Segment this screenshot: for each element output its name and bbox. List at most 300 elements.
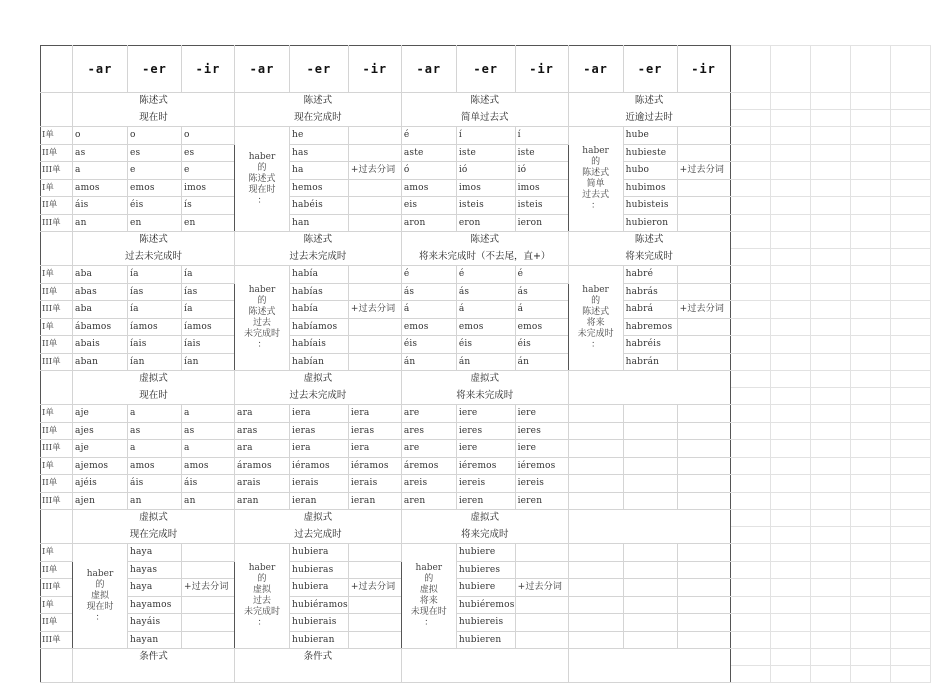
- empty-cell: [730, 527, 770, 544]
- auxiliary-form: hemos: [290, 179, 349, 197]
- auxiliary-form: hubieras: [290, 561, 349, 579]
- empty-cell: [810, 596, 850, 614]
- empty-cell: [770, 93, 810, 110]
- empty-cell: [810, 544, 850, 562]
- empty-cell: [730, 422, 770, 440]
- empty-cell: [890, 93, 930, 110]
- participle-note: [182, 631, 235, 649]
- section-header-row: [41, 666, 931, 683]
- empty-cell: [850, 283, 890, 301]
- tense-label: 将来完成时: [568, 249, 730, 266]
- person-label: II单: [41, 144, 73, 162]
- ending-cell: ás: [515, 283, 568, 301]
- empty-cell: [850, 561, 890, 579]
- empty-cell: [623, 544, 677, 562]
- person-row: [41, 492, 931, 510]
- person-label: II单: [41, 197, 73, 215]
- participle-note: [348, 544, 401, 562]
- tense-label: [568, 388, 730, 405]
- empty-cell: [568, 475, 623, 493]
- ending-cell: aren: [401, 492, 456, 510]
- tense-label: 过去未完成时: [235, 388, 402, 405]
- ending-cell: íamos: [128, 318, 182, 336]
- person-row: [41, 596, 931, 614]
- participle-note: [182, 544, 235, 562]
- tense-label: 过去未完成时: [235, 249, 402, 266]
- ending-cell: arais: [235, 475, 290, 493]
- ending-cell: í: [456, 127, 515, 145]
- auxiliary-form: habían: [290, 353, 349, 371]
- section-header-row: [41, 110, 931, 127]
- person-row: [41, 475, 931, 493]
- empty-cell: [850, 388, 890, 405]
- tense-label: [73, 666, 235, 683]
- ending-cell: ierais: [348, 475, 401, 493]
- empty-cell: [730, 232, 770, 249]
- auxiliary-form: habrá: [623, 301, 677, 319]
- empty-cell: [730, 301, 770, 319]
- empty-cell: [850, 510, 890, 527]
- ending-cell: isteis: [456, 197, 515, 215]
- tense-label: 将来完成时: [401, 527, 568, 544]
- empty-cell: [850, 596, 890, 614]
- ending-cell: are: [401, 440, 456, 458]
- auxiliary-form: haya: [128, 544, 182, 562]
- empty-cell: [810, 405, 850, 423]
- empty-cell: [730, 336, 770, 354]
- ending-header: -ir: [677, 46, 730, 93]
- person-row: [41, 631, 931, 649]
- auxiliary-form: ha: [290, 162, 349, 180]
- ending-cell: amos: [73, 179, 128, 197]
- ending-cell: éis: [401, 336, 456, 354]
- empty-cell: [810, 197, 850, 215]
- ending-cell: é: [401, 127, 456, 145]
- ending-cell: an: [73, 214, 128, 232]
- ending-cell: iéremos: [515, 457, 568, 475]
- empty-cell: [770, 544, 810, 562]
- empty-cell: [770, 649, 810, 666]
- person-label: I单: [41, 405, 73, 423]
- person-label: III单: [41, 162, 73, 180]
- auxiliary-form: hubimos: [623, 179, 677, 197]
- ending-cell: iste: [456, 144, 515, 162]
- row-label-blank: [41, 510, 73, 527]
- empty-cell: [810, 214, 850, 232]
- empty-cell: [568, 544, 623, 562]
- empty-cell: [623, 596, 677, 614]
- auxiliary-form: hubiéramos: [290, 596, 349, 614]
- person-row: [41, 544, 931, 562]
- auxiliary-form: había: [290, 301, 349, 319]
- empty-cell: [770, 371, 810, 388]
- auxiliary-form: has: [290, 144, 349, 162]
- empty-cell: [850, 422, 890, 440]
- person-label: I单: [41, 179, 73, 197]
- empty-cell: [850, 127, 890, 145]
- empty-cell: [810, 353, 850, 371]
- ending-cell: es: [128, 144, 182, 162]
- empty-cell: [568, 422, 623, 440]
- ending-cell: emos: [515, 318, 568, 336]
- empty-cell: [850, 318, 890, 336]
- mood-label: 陈述式: [73, 93, 235, 110]
- tense-label: [568, 666, 730, 683]
- person-label: I单: [41, 544, 73, 562]
- empty-cell: [770, 631, 810, 649]
- ending-cell: en: [182, 214, 235, 232]
- empty-cell: [890, 249, 930, 266]
- empty-cell: [890, 214, 930, 232]
- ending-cell: amos: [401, 179, 456, 197]
- empty-cell: [730, 249, 770, 266]
- participle-note: [677, 318, 730, 336]
- person-label: I单: [41, 318, 73, 336]
- auxiliary-form: hubiera: [290, 579, 349, 597]
- haber-note: haber 的 虚拟 将来 未现在时 ：: [401, 544, 456, 649]
- mood-label: 虚拟式: [235, 371, 402, 388]
- person-row: [41, 336, 931, 354]
- auxiliary-form: hayamos: [128, 596, 182, 614]
- tense-label: [235, 666, 402, 683]
- participle-note: [677, 266, 730, 284]
- empty-cell: [810, 336, 850, 354]
- auxiliary-form: habré: [623, 266, 677, 284]
- mood-label: 虚拟式: [401, 510, 568, 527]
- ending-header: -er: [456, 46, 515, 93]
- empty-cell: [770, 440, 810, 458]
- ending-cell: imos: [515, 179, 568, 197]
- ending-cell: o: [182, 127, 235, 145]
- empty-cell: [677, 596, 730, 614]
- ending-cell: en: [128, 214, 182, 232]
- empty-cell: [568, 561, 623, 579]
- person-label: III单: [41, 214, 73, 232]
- ending-cell: é: [401, 266, 456, 284]
- empty-cell: [770, 162, 810, 180]
- mood-label: 陈述式: [401, 93, 568, 110]
- empty-cell: [770, 336, 810, 354]
- ending-header: -ir: [515, 46, 568, 93]
- empty-cell: [850, 527, 890, 544]
- section-header-row: [41, 93, 931, 110]
- empty-cell: [770, 579, 810, 597]
- empty-cell: [890, 353, 930, 371]
- participle-note: [348, 127, 401, 145]
- participle-note: [677, 214, 730, 232]
- person-label: I单: [41, 457, 73, 475]
- ending-cell: éis: [456, 336, 515, 354]
- empty-cell: [810, 266, 850, 284]
- ending-cell: ares: [401, 422, 456, 440]
- person-label: II单: [41, 614, 73, 632]
- empty-cell: [810, 318, 850, 336]
- empty-cell: [623, 561, 677, 579]
- mood-label: 虚拟式: [401, 371, 568, 388]
- ending-cell: iera: [290, 440, 349, 458]
- empty-cell: [730, 440, 770, 458]
- ending-cell: áramos: [235, 457, 290, 475]
- empty-cell: [730, 353, 770, 371]
- ending-header: -ar: [568, 46, 623, 93]
- ending-cell: iste: [515, 144, 568, 162]
- empty-cell: [730, 162, 770, 180]
- empty-cell: [850, 544, 890, 562]
- ending-cell: án: [401, 353, 456, 371]
- section-header-row: [41, 510, 931, 527]
- empty-cell: [810, 492, 850, 510]
- row-label-blank: [41, 93, 73, 110]
- empty-cell: [810, 283, 850, 301]
- empty-cell: [730, 266, 770, 284]
- empty-cell: [890, 318, 930, 336]
- person-label: III单: [41, 492, 73, 510]
- ending-cell: ierais: [290, 475, 349, 493]
- ending-cell: áis: [128, 475, 182, 493]
- person-row: [41, 614, 931, 632]
- empty-cell: [850, 266, 890, 284]
- tense-label: 将来未完成时: [401, 388, 568, 405]
- empty-cell: [850, 666, 890, 683]
- ending-cell: iéremos: [456, 457, 515, 475]
- person-label: I单: [41, 127, 73, 145]
- ending-cell: ieras: [290, 422, 349, 440]
- empty-cell: [677, 631, 730, 649]
- ending-cell: o: [73, 127, 128, 145]
- empty-cell: [730, 318, 770, 336]
- tense-label: [401, 666, 568, 683]
- participle-note: [182, 596, 235, 614]
- mood-label: 虚拟式: [73, 371, 235, 388]
- empty-cell: [850, 336, 890, 354]
- empty-cell: [730, 492, 770, 510]
- ending-cell: as: [128, 422, 182, 440]
- auxiliary-form: hubieren: [456, 631, 515, 649]
- person-row: [41, 283, 931, 301]
- ending-cell: ís: [182, 197, 235, 215]
- empty-cell: [810, 127, 850, 145]
- ending-cell: áremos: [401, 457, 456, 475]
- empty-cell: [770, 457, 810, 475]
- person-row: [41, 561, 931, 579]
- ending-cell: ieren: [456, 492, 515, 510]
- empty-cell: [730, 561, 770, 579]
- participle-note: [348, 614, 401, 632]
- auxiliary-form: habremos: [623, 318, 677, 336]
- auxiliary-form: hayáis: [128, 614, 182, 632]
- participle-note: [348, 144, 401, 162]
- empty-cell: [770, 318, 810, 336]
- person-label: III单: [41, 353, 73, 371]
- empty-cell: [850, 631, 890, 649]
- empty-cell: [890, 631, 930, 649]
- ending-cell: aste: [401, 144, 456, 162]
- participle-note: [348, 283, 401, 301]
- empty-cell: [623, 457, 677, 475]
- empty-cell: [623, 492, 677, 510]
- empty-cell: [677, 614, 730, 632]
- empty-cell: [890, 475, 930, 493]
- mood-label: [401, 649, 568, 666]
- participle-note: [677, 127, 730, 145]
- empty-cell: [730, 144, 770, 162]
- ending-cell: ara: [235, 405, 290, 423]
- empty-cell: [850, 475, 890, 493]
- empty-cell: [677, 422, 730, 440]
- ending-cell: ó: [401, 162, 456, 180]
- participle-note: +过去分词: [515, 579, 568, 597]
- ending-cell: án: [456, 353, 515, 371]
- ending-cell: as: [73, 144, 128, 162]
- ending-cell: aran: [235, 492, 290, 510]
- person-label: III单: [41, 579, 73, 597]
- empty-cell: [730, 631, 770, 649]
- empty-cell: [890, 197, 930, 215]
- ending-cell: amos: [182, 457, 235, 475]
- mood-label: 陈述式: [235, 232, 402, 249]
- row-label-blank: [41, 371, 73, 388]
- empty-cell: [810, 579, 850, 597]
- mood-label: 虚拟式: [73, 510, 235, 527]
- empty-cell: [810, 93, 850, 110]
- empty-cell: [890, 544, 930, 562]
- empty-cell: [890, 579, 930, 597]
- ending-cell: íamos: [182, 318, 235, 336]
- ending-cell: ajen: [73, 492, 128, 510]
- ending-cell: aba: [73, 266, 128, 284]
- ending-cell: emos: [456, 318, 515, 336]
- empty-cell: [850, 46, 890, 93]
- empty-cell: [850, 649, 890, 666]
- ending-cell: ieron: [515, 214, 568, 232]
- empty-cell: [677, 492, 730, 510]
- empty-cell: [730, 405, 770, 423]
- person-row: [41, 318, 931, 336]
- ending-cell: íais: [128, 336, 182, 354]
- empty-cell: [568, 457, 623, 475]
- empty-cell: [850, 110, 890, 127]
- empty-cell: [810, 475, 850, 493]
- ending-cell: iera: [348, 405, 401, 423]
- ending-cell: aje: [73, 405, 128, 423]
- auxiliary-form: han: [290, 214, 349, 232]
- auxiliary-form: habréis: [623, 336, 677, 354]
- ending-cell: ía: [128, 301, 182, 319]
- empty-cell: [770, 46, 810, 93]
- empty-cell: [890, 492, 930, 510]
- empty-cell: [770, 492, 810, 510]
- empty-cell: [730, 110, 770, 127]
- ending-cell: ías: [182, 283, 235, 301]
- empty-cell: [810, 371, 850, 388]
- tense-label: 近逾过去时: [568, 110, 730, 127]
- empty-cell: [623, 579, 677, 597]
- auxiliary-form: habéis: [290, 197, 349, 215]
- ending-cell: íais: [182, 336, 235, 354]
- empty-cell: [890, 301, 930, 319]
- auxiliary-form: hubierais: [290, 614, 349, 632]
- empty-cell: [730, 179, 770, 197]
- empty-cell: [568, 405, 623, 423]
- person-row: [41, 422, 931, 440]
- empty-cell: [770, 127, 810, 145]
- empty-cell: [568, 492, 623, 510]
- ending-cell: aje: [73, 440, 128, 458]
- participle-note: [515, 596, 568, 614]
- ending-cell: iere: [515, 405, 568, 423]
- auxiliary-form: hubiéremos: [456, 596, 515, 614]
- empty-cell: [770, 510, 810, 527]
- ending-cell: emos: [401, 318, 456, 336]
- ending-cell: ás: [456, 283, 515, 301]
- mood-label: [568, 371, 730, 388]
- section-header-row: [41, 249, 931, 266]
- empty-cell: [730, 666, 770, 683]
- person-label: II单: [41, 422, 73, 440]
- mood-label: 陈述式: [401, 232, 568, 249]
- ending-cell: e: [128, 162, 182, 180]
- conjugation-table: [40, 45, 931, 683]
- empty-cell: [890, 388, 930, 405]
- auxiliary-form: hubo: [623, 162, 677, 180]
- ending-cell: es: [182, 144, 235, 162]
- ending-cell: ieran: [348, 492, 401, 510]
- ending-cell: amos: [128, 457, 182, 475]
- participle-note: [677, 353, 730, 371]
- empty-cell: [730, 197, 770, 215]
- empty-cell: [890, 440, 930, 458]
- empty-cell: [623, 475, 677, 493]
- participle-note: [348, 318, 401, 336]
- ending-header: -ar: [401, 46, 456, 93]
- tense-label: 现在时: [73, 110, 235, 127]
- auxiliary-form: hubieran: [290, 631, 349, 649]
- empty-cell: [677, 457, 730, 475]
- empty-cell: [850, 232, 890, 249]
- ending-cell: ajes: [73, 422, 128, 440]
- empty-cell: [623, 440, 677, 458]
- mood-label: 陈述式: [73, 232, 235, 249]
- section-header-row: [41, 649, 931, 666]
- empty-cell: [850, 249, 890, 266]
- ending-cell: as: [182, 422, 235, 440]
- ending-cell: áis: [73, 197, 128, 215]
- ending-cell: a: [128, 405, 182, 423]
- participle-note: [348, 266, 401, 284]
- participle-note: [182, 614, 235, 632]
- person-label: III单: [41, 301, 73, 319]
- empty-cell: [623, 631, 677, 649]
- empty-cell: [770, 249, 810, 266]
- empty-cell: [850, 371, 890, 388]
- ending-cell: á: [515, 301, 568, 319]
- participle-note: [515, 614, 568, 632]
- participle-note: [348, 631, 401, 649]
- ending-cell: a: [182, 440, 235, 458]
- empty-cell: [850, 301, 890, 319]
- empty-cell: [730, 214, 770, 232]
- empty-cell: [810, 561, 850, 579]
- ending-cell: imos: [182, 179, 235, 197]
- auxiliary-form: hubieres: [456, 561, 515, 579]
- mood-label: 陈述式: [568, 232, 730, 249]
- empty-cell: [770, 475, 810, 493]
- empty-cell: [730, 579, 770, 597]
- participle-note: [348, 197, 401, 215]
- person-row: [41, 179, 931, 197]
- empty-cell: [568, 631, 623, 649]
- ending-cell: abas: [73, 283, 128, 301]
